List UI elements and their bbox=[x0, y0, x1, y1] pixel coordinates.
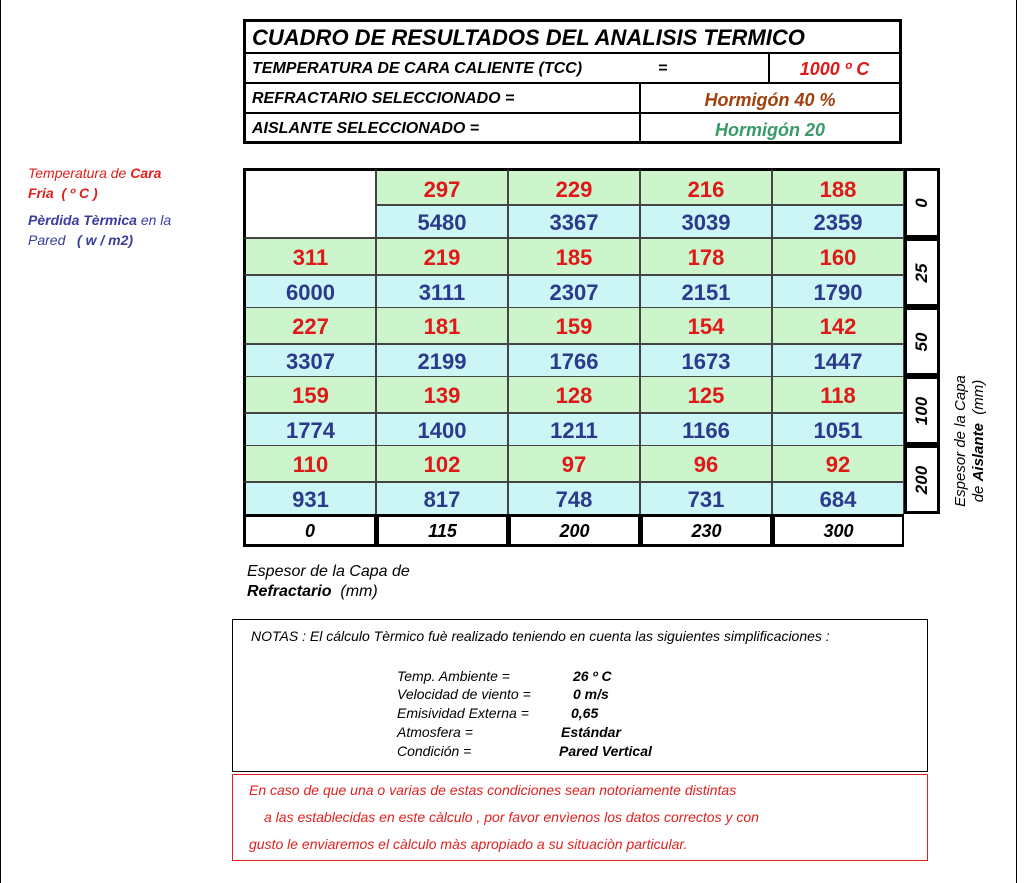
temperature-cell: 118 bbox=[772, 376, 904, 413]
temperature-cell: 216 bbox=[640, 168, 772, 205]
refractario-thickness-label: 200 bbox=[508, 514, 640, 547]
temperature-legend: Temperatura de Cara Fria ( º C ) bbox=[28, 165, 162, 201]
notes-intro: NOTAS : El cálculo Tèrmico fuè realizado teniendo en cuenta las siguientes simplificaciones : bbox=[251, 628, 830, 644]
condition-label: Temp. Ambiente = bbox=[397, 668, 510, 684]
heat-loss-cell: 2151 bbox=[640, 275, 772, 308]
temperature-cell: 125 bbox=[640, 376, 772, 413]
heat-loss-cell: 1166 bbox=[640, 413, 772, 446]
heat-loss-cell: 2307 bbox=[508, 275, 640, 308]
heat-loss-cell: 1211 bbox=[508, 413, 640, 446]
condition-label: Velocidad de viento = bbox=[397, 686, 531, 702]
warning-box bbox=[232, 774, 928, 861]
temperature-cell: 178 bbox=[640, 238, 772, 275]
tcc-equals: = bbox=[658, 60, 668, 77]
temperature-cell: 160 bbox=[772, 238, 904, 275]
aislante-row bbox=[246, 114, 899, 144]
temperature-cell: 229 bbox=[508, 168, 640, 205]
refractario-row bbox=[246, 84, 899, 114]
temperature-cell: 102 bbox=[376, 445, 508, 482]
notes-box bbox=[232, 619, 928, 772]
results-header bbox=[243, 19, 902, 144]
condition-label: Emisividad Externa = bbox=[397, 705, 529, 721]
refractario-label: REFRACTARIO SELECCIONADO = bbox=[252, 90, 515, 107]
temperature-cell: 154 bbox=[640, 307, 772, 344]
heat-loss-cell: 1790 bbox=[772, 275, 904, 308]
temperature-cell: 97 bbox=[508, 445, 640, 482]
refractario-value: Hormigón 40 % bbox=[639, 84, 899, 112]
condition-label: Condición = bbox=[397, 743, 472, 759]
refractario-axis-label: Espesor de la Capa de Refractario (mm) bbox=[247, 563, 410, 600]
refractario-thickness-label: 0 bbox=[243, 514, 376, 547]
refractario-thickness-label: 300 bbox=[772, 514, 904, 547]
warning-line-1: En caso de que una o varias de estas condiciones sean notoriamente distintas bbox=[249, 782, 737, 798]
aislante-thickness-label: 100 bbox=[904, 376, 940, 445]
aislante-thickness-label: 200 bbox=[904, 445, 940, 514]
temperature-cell: 159 bbox=[243, 376, 376, 413]
heat-loss-cell: 3039 bbox=[640, 205, 772, 238]
temperature-cell: 159 bbox=[508, 307, 640, 344]
condition-label: Atmosfera = bbox=[397, 724, 473, 740]
heat-loss-cell: 3307 bbox=[243, 344, 376, 377]
heat-loss-cell: 731 bbox=[640, 482, 772, 515]
refractario-thickness-label: 230 bbox=[640, 514, 772, 547]
aislante-value: Hormigón 20 bbox=[639, 114, 899, 144]
condition-value: 26 º C bbox=[573, 668, 612, 684]
heat-loss-cell: 5480 bbox=[376, 205, 508, 238]
tcc-row bbox=[246, 54, 899, 84]
heat-loss-cell: 1447 bbox=[772, 344, 904, 377]
page-title: CUADRO DE RESULTADOS DEL ANALISIS TERMICO bbox=[246, 22, 899, 54]
temperature-cell: 128 bbox=[508, 376, 640, 413]
refractario-thickness-label: 115 bbox=[376, 514, 508, 547]
heat-loss-cell: 817 bbox=[376, 482, 508, 515]
tcc-value: 1000 º C bbox=[768, 54, 899, 82]
aislante-label: AISLANTE SELECCIONADO = bbox=[252, 120, 480, 137]
heat-loss-cell: 1400 bbox=[376, 413, 508, 446]
condition-value: 0,65 bbox=[571, 705, 599, 721]
condition-value: Estándar bbox=[561, 724, 621, 740]
heat-loss-cell: 3111 bbox=[376, 275, 508, 308]
temperature-cell: 219 bbox=[376, 238, 508, 275]
heat-loss-cell: 1051 bbox=[772, 413, 904, 446]
temperature-cell: 110 bbox=[243, 445, 376, 482]
aislante-axis-label: Espesor de la Capa de Aislante (mm) bbox=[952, 375, 987, 507]
temperature-cell: 142 bbox=[772, 307, 904, 344]
aislante-thickness-label: 50 bbox=[904, 307, 940, 376]
empty-corner-cell bbox=[243, 168, 376, 238]
condition-value: Pared Vertical bbox=[559, 743, 652, 759]
tcc-label: TEMPERATURA DE CARA CALIENTE (TCC) bbox=[252, 60, 583, 77]
aislante-thickness-label: 0 bbox=[904, 168, 940, 238]
temperature-cell: 297 bbox=[376, 168, 508, 205]
heat-loss-cell: 931 bbox=[243, 482, 376, 515]
temperature-cell: 139 bbox=[376, 376, 508, 413]
temperature-cell: 92 bbox=[772, 445, 904, 482]
warning-line-3: gusto le enviaremos el càlculo màs apropiado a su situaciòn particular. bbox=[249, 836, 688, 852]
heat-loss-cell: 1774 bbox=[243, 413, 376, 446]
heat-loss-legend: Pèrdida Tèrmica en la Pared ( w / m2) bbox=[28, 212, 172, 248]
temperature-cell: 227 bbox=[243, 307, 376, 344]
heat-loss-cell: 6000 bbox=[243, 275, 376, 308]
temperature-cell: 181 bbox=[376, 307, 508, 344]
heat-loss-cell: 748 bbox=[508, 482, 640, 515]
temperature-cell: 311 bbox=[243, 238, 376, 275]
temperature-cell: 185 bbox=[508, 238, 640, 275]
heat-loss-cell: 684 bbox=[772, 482, 904, 515]
temperature-cell: 188 bbox=[772, 168, 904, 205]
heat-loss-cell: 1673 bbox=[640, 344, 772, 377]
aislante-thickness-label: 25 bbox=[904, 238, 940, 307]
warning-line-2: a las establecidas en este càlculo , por favor envìenos los datos correctos y con bbox=[264, 809, 759, 825]
heat-loss-cell: 1766 bbox=[508, 344, 640, 377]
condition-value: 0 m/s bbox=[573, 686, 609, 702]
temperature-cell: 96 bbox=[640, 445, 772, 482]
heat-loss-cell: 3367 bbox=[508, 205, 640, 238]
heat-loss-cell: 2199 bbox=[376, 344, 508, 377]
heat-loss-cell: 2359 bbox=[772, 205, 904, 238]
